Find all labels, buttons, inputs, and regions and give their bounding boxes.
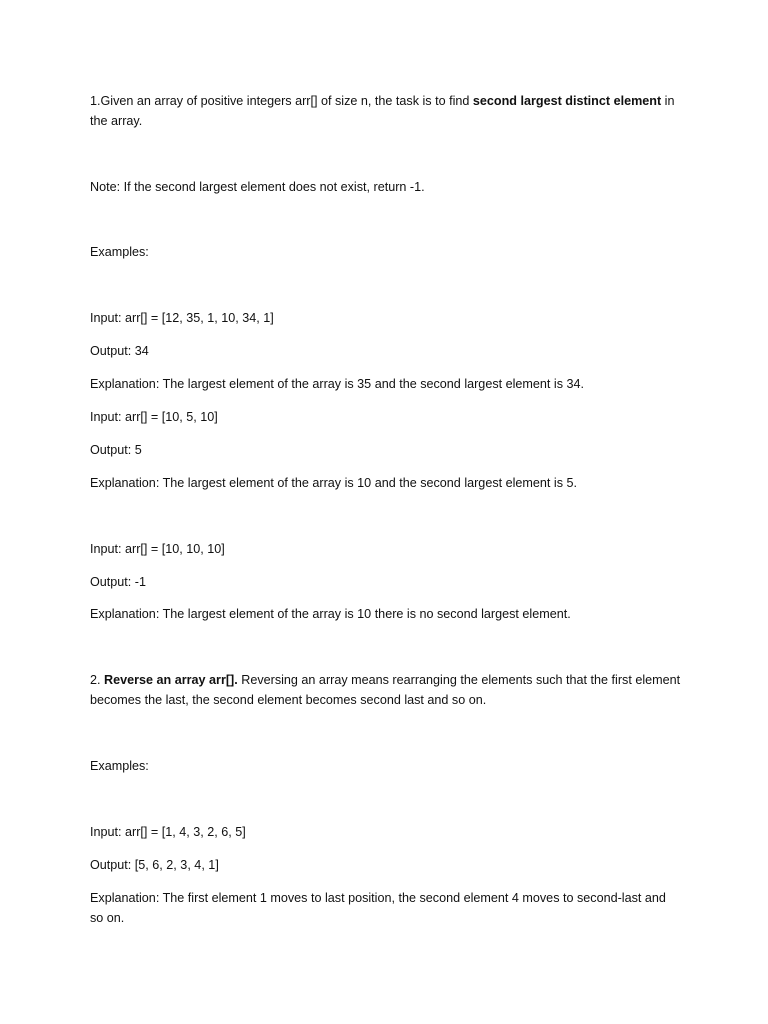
q1-example3-output: Output: -1: [90, 575, 147, 589]
q1-intro-suffix: in: [661, 94, 675, 108]
q2-example1-output: Output: [5, 6, 2, 3, 4, 1]: [90, 858, 219, 872]
q2-title: Reverse an array arr[].: [104, 673, 238, 687]
q2-example1-explanation-line2: so on.: [90, 911, 125, 925]
q1-example3-input: Input: arr[] = [10, 10, 10]: [90, 542, 225, 556]
q1-example3-explanation: Explanation: The largest element of the array is 10 there is no second largest element.: [90, 607, 571, 621]
q2-number: 2.: [90, 673, 105, 687]
q1-intro-line1: [90, 91, 690, 111]
q1-example2-input: Input: arr[] = [10, 5, 10]: [90, 410, 218, 424]
q2-intro-rest: Reversing an array means rearranging the elements such that the first element: [237, 673, 681, 687]
q2-intro-line2: becomes the last, the second element becomes second last and so on.: [90, 693, 487, 707]
q1-examples-label: Examples:: [90, 245, 149, 259]
q1-intro-line2: the array.: [90, 114, 143, 128]
q1-example1-input: Input: arr[] = [12, 35, 1, 10, 34, 1]: [90, 311, 274, 325]
q2-example1-explanation-line1: Explanation: The first element 1 moves to last position, the second element 4 moves to second-last and: [90, 891, 666, 905]
q2-examples-label: Examples:: [90, 759, 149, 773]
q2-intro-line1: [90, 670, 690, 690]
q1-example1-output: Output: 34: [90, 344, 149, 358]
q1-example2-output: Output: 5: [90, 443, 142, 457]
q1-example2-explanation: Explanation: The largest element of the array is 10 and the second largest element is 5.: [90, 476, 578, 490]
q1-example1-explanation: Explanation: The largest element of the array is 35 and the second largest element is 34.: [90, 377, 585, 391]
q1-intro-bold: second largest distinct element: [472, 94, 662, 108]
q1-intro-prefix: 1.Given an array of positive integers arr[] of size n, the task is to find: [90, 94, 473, 108]
q1-note: Note: If the second largest element does not exist, return -1.: [90, 180, 425, 194]
q2-example1-input: Input: arr[] = [1, 4, 3, 2, 6, 5]: [90, 825, 246, 839]
